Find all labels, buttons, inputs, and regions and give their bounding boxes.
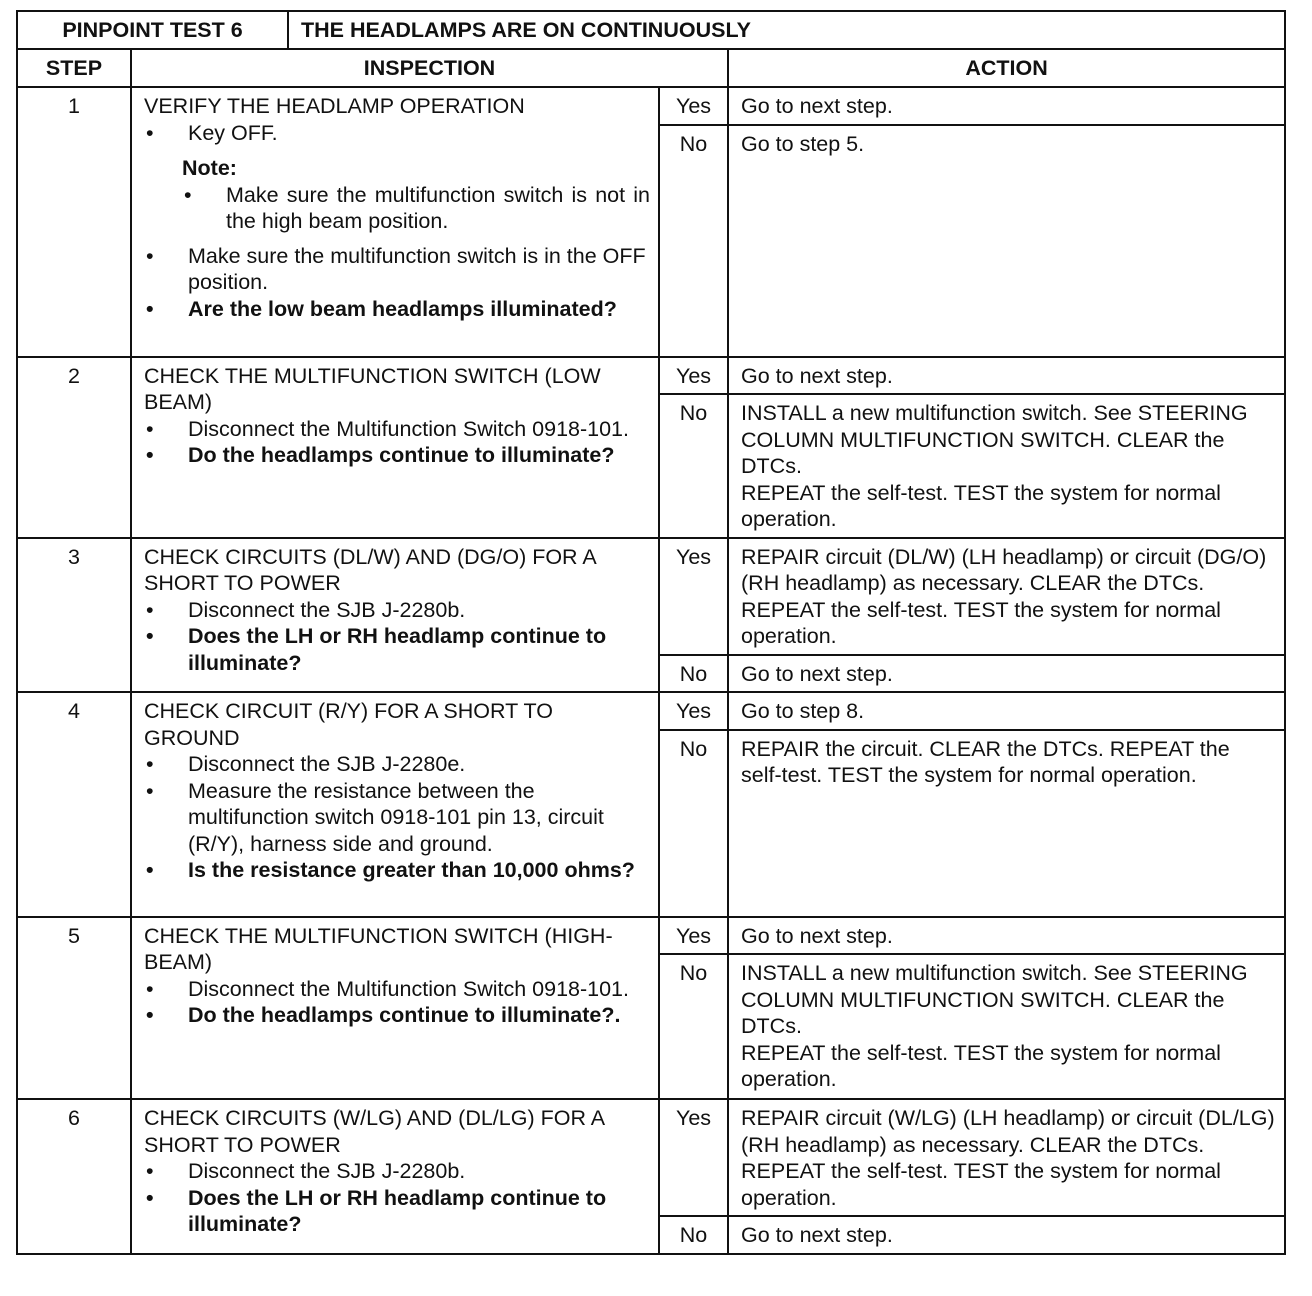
step-bullet: • Measure the resistance between the multifunction switch 0918-101 pin 13, circuit (R/Y), harness side and ground. [144, 778, 650, 858]
no-label: No [659, 394, 728, 538]
step-bullet: • Disconnect the SJB J-2280b. [144, 597, 650, 624]
yes-action: Go to step 8. [728, 692, 1285, 730]
title-row [17, 11, 1285, 49]
step-1-yes-row [17, 87, 1285, 125]
no-action-line-2: REPEAT the self-test. TEST the system for normal operation. [741, 1040, 1221, 1091]
no-label: No [659, 655, 728, 693]
step-bullet: • Disconnect the Multifunction Switch 0918-101. [144, 416, 650, 443]
step-title: CHECK CIRCUIT (R/Y) FOR A SHORT TO GROUND [144, 699, 553, 750]
column-header-row [17, 49, 1285, 87]
no-action [728, 954, 1285, 1099]
step-question: • Are the low beam headlamps illuminated? [144, 296, 650, 323]
step-bullet: • Make sure the multifunction switch is in the OFF position. [144, 243, 650, 296]
step-number: 2 [17, 357, 131, 538]
no-label: No [659, 954, 728, 1099]
no-action: REPAIR the circuit. CLEAR the DTCs. REPEAT the self-test. TEST the system for normal operation. [728, 730, 1285, 917]
step-title: CHECK THE MULTIFUNCTION SWITCH (HIGH-BEAM) [144, 923, 613, 974]
step-inspection [131, 692, 659, 917]
step-number: 4 [17, 692, 131, 917]
step-note [144, 155, 650, 235]
step-bullets [144, 243, 650, 323]
yes-label: Yes [659, 1099, 728, 1216]
no-label: No [659, 730, 728, 917]
yes-action: REPAIR circuit (W/LG) (LH headlamp) or circuit (DL/LG) (RH headlamp) as necessary. CLEAR the DTCs. REPEAT the self-test. TEST the system for normal operation. [728, 1099, 1285, 1216]
step-question: • Does the LH or RH headlamp continue to illuminate? [144, 623, 650, 676]
step-inspection [131, 1099, 659, 1254]
step-bullet: • Disconnect the Multifunction Switch 0918-101. [144, 976, 650, 1003]
step-number: 5 [17, 917, 131, 1100]
yes-action: Go to next step. [728, 87, 1285, 125]
step-title: VERIFY THE HEADLAMP OPERATION [144, 94, 525, 118]
step-6-yes-row [17, 1099, 1285, 1216]
step-bullet: • Key OFF. [144, 120, 650, 147]
no-action-line-1: INSTALL a new multifunction switch. See STEERING COLUMN MULTIFUNCTION SWITCH. CLEAR the DTCs. [741, 401, 1248, 478]
step-title: CHECK THE MULTIFUNCTION SWITCH (LOW BEAM) [144, 363, 601, 414]
step-inspection [131, 357, 659, 538]
note-label: Note: [182, 156, 237, 180]
yes-label: Yes [659, 357, 728, 395]
step-bullets [144, 120, 650, 147]
no-action: Go to next step. [728, 655, 1285, 693]
step-title: CHECK CIRCUITS (DL/W) AND (DG/O) FOR A SHORT TO POWER [144, 544, 596, 595]
step-title: CHECK CIRCUITS (W/LG) AND (DL/LG) FOR A SHORT TO POWER [144, 1106, 604, 1157]
step-bullets [144, 597, 650, 677]
step-bullets [144, 751, 650, 884]
step-inspection [131, 917, 659, 1100]
no-action: Go to step 5. [728, 125, 1285, 357]
step-bullets [144, 976, 650, 1029]
note-bullet: • Make sure the multifunction switch is not in the high beam position. [182, 182, 650, 235]
yes-action: REPAIR circuit (DL/W) (LH headlamp) or circuit (DG/O) (RH headlamp) as necessary. CLEAR the DTCs. REPEAT the self-test. TEST the system for normal operation. [728, 538, 1285, 655]
yes-label: Yes [659, 917, 728, 955]
no-action-line-2: REPEAT the self-test. TEST the system for normal operation. [741, 480, 1221, 531]
no-action-line-1: INSTALL a new multifunction switch. See STEERING COLUMN MULTIFUNCTION SWITCH. CLEAR the DTCs. [741, 961, 1248, 1038]
yes-action: Go to next step. [728, 917, 1285, 955]
step-question: • Is the resistance greater than 10,000 ohms? [144, 857, 650, 884]
step-question: • Do the headlamps continue to illuminate?. [144, 1002, 650, 1029]
step-4-yes-row [17, 692, 1285, 730]
step-question: • Does the LH or RH headlamp continue to illuminate? [144, 1185, 650, 1238]
no-action: Go to next step. [728, 1216, 1285, 1254]
no-label: No [659, 1216, 728, 1254]
test-label: PINPOINT TEST 6 [17, 11, 288, 49]
yes-label: Yes [659, 692, 728, 730]
yes-action: Go to next step. [728, 357, 1285, 395]
step-bullets [144, 416, 650, 469]
step-bullets [144, 1158, 650, 1238]
column-header-inspection: INSPECTION [131, 49, 728, 87]
pinpoint-test-table [16, 10, 1286, 1255]
step-3-yes-row [17, 538, 1285, 655]
step-5-yes-row [17, 917, 1285, 955]
step-2-yes-row [17, 357, 1285, 395]
step-question: • Do the headlamps continue to illuminate? [144, 442, 650, 469]
step-number: 6 [17, 1099, 131, 1254]
yes-label: Yes [659, 538, 728, 655]
step-number: 3 [17, 538, 131, 693]
column-header-step: STEP [17, 49, 131, 87]
column-header-action: ACTION [728, 49, 1285, 87]
no-label: No [659, 125, 728, 357]
yes-label: Yes [659, 87, 728, 125]
step-bullet: • Disconnect the SJB J-2280e. [144, 751, 650, 778]
step-bullet: • Disconnect the SJB J-2280b. [144, 1158, 650, 1185]
test-title: THE HEADLAMPS ARE ON CONTINUOUSLY [288, 11, 1285, 49]
no-action [728, 394, 1285, 538]
step-number: 1 [17, 87, 131, 357]
step-inspection [131, 87, 659, 357]
step-inspection [131, 538, 659, 693]
